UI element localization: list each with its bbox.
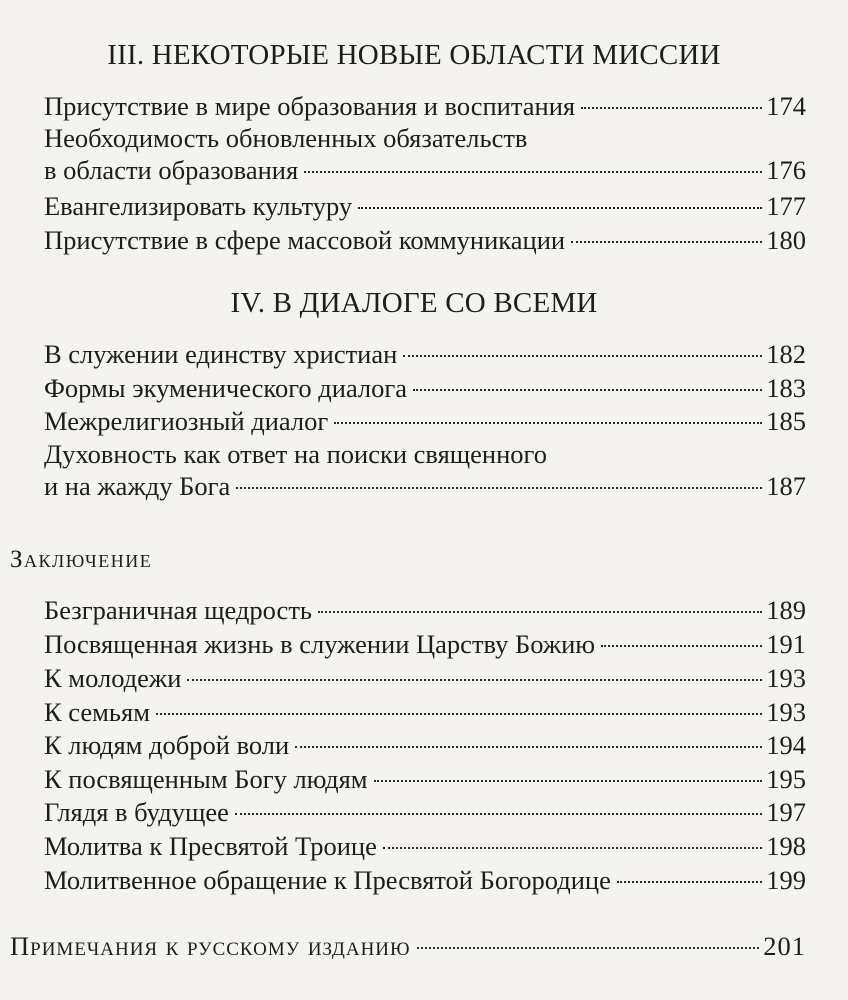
toc-entry	[44, 864, 806, 896]
toc-entry-page: 189	[766, 595, 806, 625]
toc-entry-title: К посвященным Богу людям	[44, 764, 368, 794]
section-heading-iv: IV. В ДИАЛОГЕ СО ВСЕМИ	[230, 287, 598, 319]
dot-leader	[374, 780, 763, 782]
toc-entry-title-line1: Необходимость обновленных обязательств	[44, 123, 528, 153]
toc-entry-page: 199	[766, 865, 806, 895]
toc-entry	[44, 594, 806, 626]
toc-entry-page: 198	[766, 831, 806, 861]
dot-leader	[417, 947, 760, 949]
toc-entry-title: и на жажду Бога	[44, 471, 231, 501]
dot-leader	[304, 171, 762, 173]
dot-leader	[358, 207, 762, 209]
toc-entry-title: Присутствие в мире образования и воспитания	[44, 91, 576, 121]
toc-entry-title: Примечания к русскому изданию	[10, 931, 411, 961]
toc-entry	[44, 662, 806, 694]
toc-entry-page: 182	[766, 339, 806, 369]
toc-entry-title-line1: Духовность как ответ на поиски священного	[44, 439, 547, 469]
toc-entry	[44, 830, 806, 862]
toc-entry-page: 197	[766, 797, 806, 827]
toc-entry-title: Посвященная жизнь в служении Царству Божию	[44, 629, 596, 659]
toc-entry-page: 194	[766, 730, 806, 760]
toc-entry-title: Формы экуменического диалога	[44, 373, 408, 403]
dot-leader	[235, 813, 762, 815]
toc-entry	[44, 438, 806, 502]
toc-entry-title: Глядя в будущее	[44, 797, 229, 827]
toc-entry	[44, 696, 806, 728]
toc-entry-page: 185	[766, 406, 806, 436]
dot-leader	[156, 713, 762, 715]
toc-entry-title: в области образования	[44, 155, 299, 185]
toc-entry-page: 195	[766, 764, 806, 794]
toc-entry	[44, 372, 806, 404]
toc-entry	[44, 628, 806, 660]
dot-leader	[236, 487, 762, 489]
dot-leader	[601, 645, 762, 647]
toc-entry-page: 193	[766, 697, 806, 727]
dot-leader	[403, 355, 762, 357]
toc-entry-title: Межрелигиозный диалог	[44, 406, 329, 436]
dot-leader	[187, 679, 762, 681]
toc-entry-title: К семьям	[44, 697, 150, 727]
toc-entry-title: К молодежи	[44, 663, 182, 693]
toc-entry-page: 187	[766, 471, 806, 501]
toc-entry	[44, 763, 806, 795]
section-heading-iii: III. НЕКОТОРЫЕ НОВЫЕ ОБЛАСТИ МИССИИ	[107, 39, 721, 71]
dot-leader	[295, 746, 762, 748]
toc-entry-title: Безграничная щедрость	[44, 595, 312, 625]
dot-leader	[617, 881, 762, 883]
dot-leader	[334, 422, 762, 424]
toc-entry-title: К людям доброй воли	[44, 730, 290, 760]
dot-leader	[571, 241, 762, 243]
toc-entry-page: 193	[766, 663, 806, 693]
toc-entry-page: 180	[766, 225, 806, 255]
dot-leader	[383, 847, 762, 849]
section-heading-conclusion: Заключение	[10, 546, 153, 573]
dot-leader	[318, 611, 762, 613]
toc-entry	[44, 729, 806, 761]
dot-leader	[581, 107, 762, 109]
toc-entry-page: 201	[763, 931, 806, 961]
toc-entry-page: 177	[766, 191, 806, 221]
toc-entry-title: Евангелизировать культуру	[44, 191, 353, 221]
toc-entry-page: 176	[766, 155, 806, 185]
toc-entry	[44, 224, 806, 256]
toc-entry-title: Молитва к Пресвятой Троице	[44, 831, 377, 861]
toc-entry-title: Молитвенное обращение к Пресвятой Богородице	[44, 865, 611, 895]
toc-entry-title: Присутствие в сфере массовой коммуникации	[44, 225, 566, 255]
toc-entry-title: В служении единству христиан	[44, 339, 398, 369]
toc-entry	[44, 796, 806, 828]
toc-entry	[44, 405, 806, 437]
dot-leader	[413, 389, 762, 391]
toc-entry	[44, 338, 806, 370]
toc-entry-notes	[10, 930, 806, 962]
toc-entry-page: 191	[766, 629, 806, 659]
toc-entry	[44, 190, 806, 222]
toc-entry-page: 174	[766, 91, 806, 121]
toc-entry	[44, 90, 806, 122]
toc-entry-page: 183	[766, 373, 806, 403]
toc-entry	[44, 122, 806, 186]
